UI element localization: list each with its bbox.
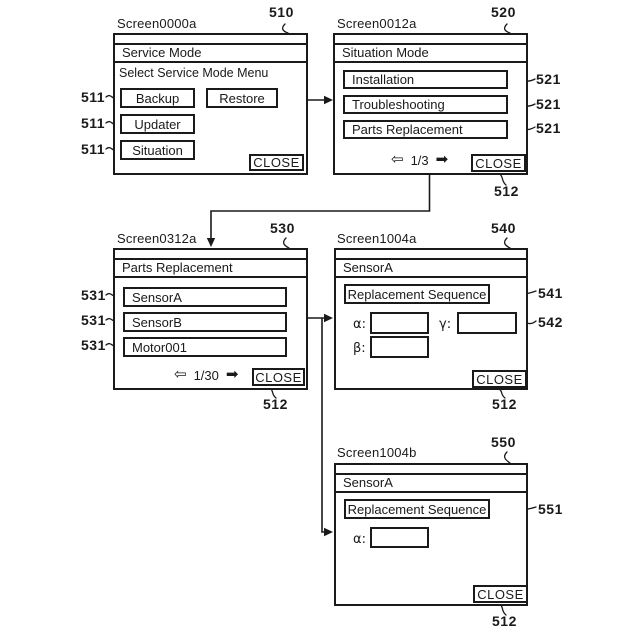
titlebar-strip — [115, 250, 306, 260]
alpha-field-label: α: — [353, 317, 366, 332]
next-page-icon: ➡ — [225, 366, 239, 383]
window-title: Situation Mode — [335, 45, 526, 63]
arrow-line-530-to-550 — [322, 318, 326, 532]
leader-550 — [505, 452, 510, 463]
ref-label-540: 540 — [491, 220, 516, 236]
situation-button: Situation — [120, 140, 195, 160]
beta-input — [370, 336, 429, 358]
ref-label-512-s540: 512 — [492, 396, 517, 412]
ref-label-550: 550 — [491, 434, 516, 450]
screen-name-0012a: Screen0012a — [337, 16, 417, 31]
alpha-field-label: α: — [353, 532, 366, 547]
sensor-b-button: SensorB — [123, 312, 287, 332]
leader-540 — [505, 238, 510, 248]
pagination — [391, 151, 448, 169]
window-sensor-a-confirm — [334, 463, 528, 606]
ref-label-531-sensora: 531 — [81, 287, 106, 303]
updater-button: Updater — [120, 114, 195, 134]
page-indicator: 1/30 — [193, 367, 219, 383]
troubleshooting-button: Troubleshooting — [343, 95, 508, 114]
ref-label-512-s530: 512 — [263, 396, 288, 412]
ref-label-541: 541 — [538, 285, 563, 301]
ref-label-531-sensorb: 531 — [81, 312, 106, 328]
ref-label-512-s550: 512 — [492, 613, 517, 629]
titlebar-strip — [335, 35, 526, 45]
arrowhead-530-to-550 — [324, 528, 333, 536]
arrowhead-510-to-520 — [324, 96, 333, 104]
ref-label-510: 510 — [269, 4, 294, 20]
arrowhead-530-to-540 — [324, 314, 333, 322]
window-title: SensorA — [336, 475, 526, 493]
titlebar-strip — [336, 250, 526, 260]
replacement-sequence-button: Replacement Sequence — [344, 499, 490, 519]
ref-label-521-troubleshooting: 521 — [536, 96, 561, 112]
ref-label-520: 520 — [491, 4, 516, 20]
gamma-field-label: γ: — [439, 317, 452, 332]
window-situation-mode — [333, 33, 528, 175]
backup-button: Backup — [120, 88, 195, 108]
ref-label-521-installation: 521 — [536, 71, 561, 87]
ref-label-511-situation: 511 — [81, 141, 106, 157]
screen-name-0312a: Screen0312a — [117, 231, 197, 246]
close-button: CLOSE — [471, 154, 526, 172]
window-sensor-a — [334, 248, 528, 390]
close-button: CLOSE — [472, 370, 527, 388]
window-service-mode — [113, 33, 308, 175]
close-button: CLOSE — [252, 368, 305, 386]
ref-label-551: 551 — [538, 501, 563, 517]
leader-530 — [284, 238, 289, 248]
titlebar-strip — [115, 35, 306, 45]
window-title: Parts Replacement — [115, 260, 306, 278]
ref-label-542-gamma: 542 — [538, 314, 563, 330]
gamma-input — [457, 312, 517, 334]
ref-label-511-updater: 511 — [81, 115, 106, 131]
leader-510 — [283, 24, 288, 33]
ref-label-512-s520: 512 — [494, 183, 519, 199]
screen-name-1004b: Screen1004b — [337, 445, 417, 460]
ref-label-521-parts: 521 — [536, 120, 561, 136]
ref-label-511-backup: 511 — [81, 89, 106, 105]
window-title: SensorA — [336, 260, 526, 278]
motor-001-button: Motor001 — [123, 337, 287, 357]
restore-button: Restore — [206, 88, 278, 108]
ref-label-531-motor: 531 — [81, 337, 106, 353]
leader-520 — [505, 24, 510, 33]
screen-name-0000a: Screen0000a — [117, 16, 197, 31]
window-title: Service Mode — [115, 45, 306, 63]
alpha-input — [370, 527, 429, 548]
replacement-sequence-button: Replacement Sequence — [344, 284, 490, 304]
prev-page-icon: ⇦ — [391, 151, 404, 168]
sensor-a-button: SensorA — [123, 287, 287, 307]
alpha-input — [370, 312, 429, 334]
arrowhead-520-to-530 — [207, 238, 215, 247]
menu-prompt: Select Service Mode Menu — [119, 66, 269, 80]
page-indicator: 1/3 — [410, 152, 429, 168]
titlebar-strip — [336, 465, 526, 475]
window-parts-replacement — [113, 248, 308, 390]
installation-button: Installation — [343, 70, 508, 89]
next-page-icon: ➡ — [435, 151, 449, 168]
prev-page-icon: ⇦ — [174, 366, 187, 383]
screen-name-1004a: Screen1004a — [337, 231, 417, 246]
pagination — [174, 366, 238, 384]
ref-label-530: 530 — [270, 220, 295, 236]
parts-replacement-button: Parts Replacement — [343, 120, 508, 139]
close-button: CLOSE — [473, 585, 528, 603]
close-button: CLOSE — [249, 154, 304, 171]
beta-field-label: β: — [353, 341, 366, 356]
